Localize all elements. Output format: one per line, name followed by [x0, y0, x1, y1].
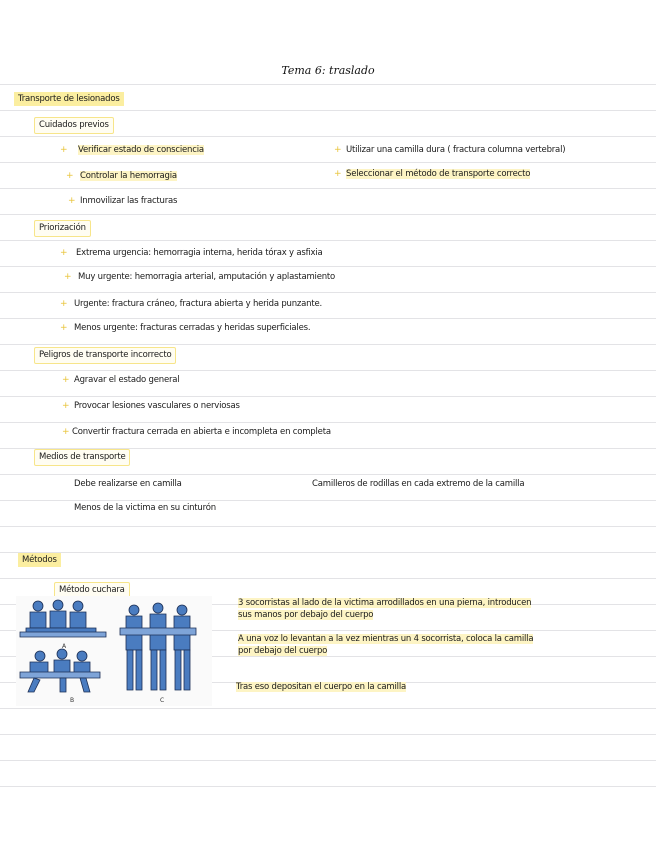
metodo-text: por debajo del cuerpo — [238, 646, 328, 656]
bullet-icon: + — [62, 401, 70, 411]
cuidados-left-item: Controlar la hemorragia — [80, 171, 177, 181]
peligros-item: Convertir fractura cerrada en abierta e incompleta en completa — [72, 427, 331, 437]
priorizacion-item: Urgente: fractura cráneo, fractura abierta y herida punzante. — [74, 299, 323, 309]
metodo-text: sus manos por debajo del cuerpo — [238, 610, 374, 620]
section-heading-transport: Transporte de lesionados — [14, 92, 124, 106]
cuidados-right-item: Utilizar una camilla dura ( fractura columna vertebral) — [346, 145, 566, 155]
cuidados-left-item: Verificar estado de consciencia — [78, 145, 204, 155]
priorizacion-item: Menos urgente: fracturas cerradas y heridas superficiales. — [74, 323, 311, 333]
figure-label-b: B — [70, 697, 75, 704]
figure-label-c: C — [160, 697, 165, 704]
cuidados-heading: Cuidados previos — [34, 117, 114, 134]
priorizacion-heading: Priorización — [34, 220, 91, 237]
bullet-icon: + — [334, 169, 342, 179]
priorizacion-item: Muy urgente: hemorragia arterial, amputación y aplastamiento — [78, 272, 336, 282]
bullet-icon: + — [66, 171, 74, 181]
bullet-icon: + — [62, 375, 70, 385]
cuidados-left-item: Inmovilizar las fracturas — [80, 196, 178, 206]
priorizacion-item: Extrema urgencia: hemorragia interna, herida tórax y asfixia — [76, 248, 323, 258]
bullet-icon: + — [60, 323, 68, 333]
peligros-item: Agravar el estado general — [74, 375, 180, 385]
bullet-icon: + — [60, 248, 68, 258]
page-title: Tema 6: traslado — [281, 64, 375, 77]
bullet-icon: + — [60, 299, 68, 309]
metodo-text: Tras eso depositan el cuerpo en la camilla — [236, 682, 407, 692]
bullet-icon: + — [60, 145, 68, 155]
bullet-icon: + — [68, 196, 76, 206]
bullet-icon: + — [62, 427, 70, 437]
metodo-text: 3 socorristas al lado de la victima arrodillados en una pierna, introducen — [238, 598, 532, 608]
metodos-heading: Métodos — [18, 553, 61, 567]
cuidados-right-item: Seleccionar el método de transporte correcto — [346, 169, 531, 179]
medios-text: Debe realizarse en camilla — [74, 479, 182, 489]
medios-text: Camilleros de rodillas en cada extremo de la camilla — [312, 479, 525, 489]
peligros-item: Provocar lesiones vasculares o nerviosas — [74, 401, 240, 411]
bullet-icon: + — [64, 272, 72, 282]
peligros-heading: Peligros de transporte incorrecto — [34, 347, 176, 364]
scoop-method-illustration — [16, 596, 212, 706]
medios-text: Menos de la victima en su cinturón — [74, 503, 216, 513]
metodo-text: A una voz lo levantan a la vez mientras un 4 socorrista, coloca la camilla — [238, 634, 534, 644]
figure-label-a: A — [62, 643, 67, 650]
medios-heading: Medios de transporte — [34, 449, 130, 466]
metodo-cuchara-heading: Método cuchara — [54, 582, 130, 599]
bullet-icon: + — [334, 145, 342, 155]
